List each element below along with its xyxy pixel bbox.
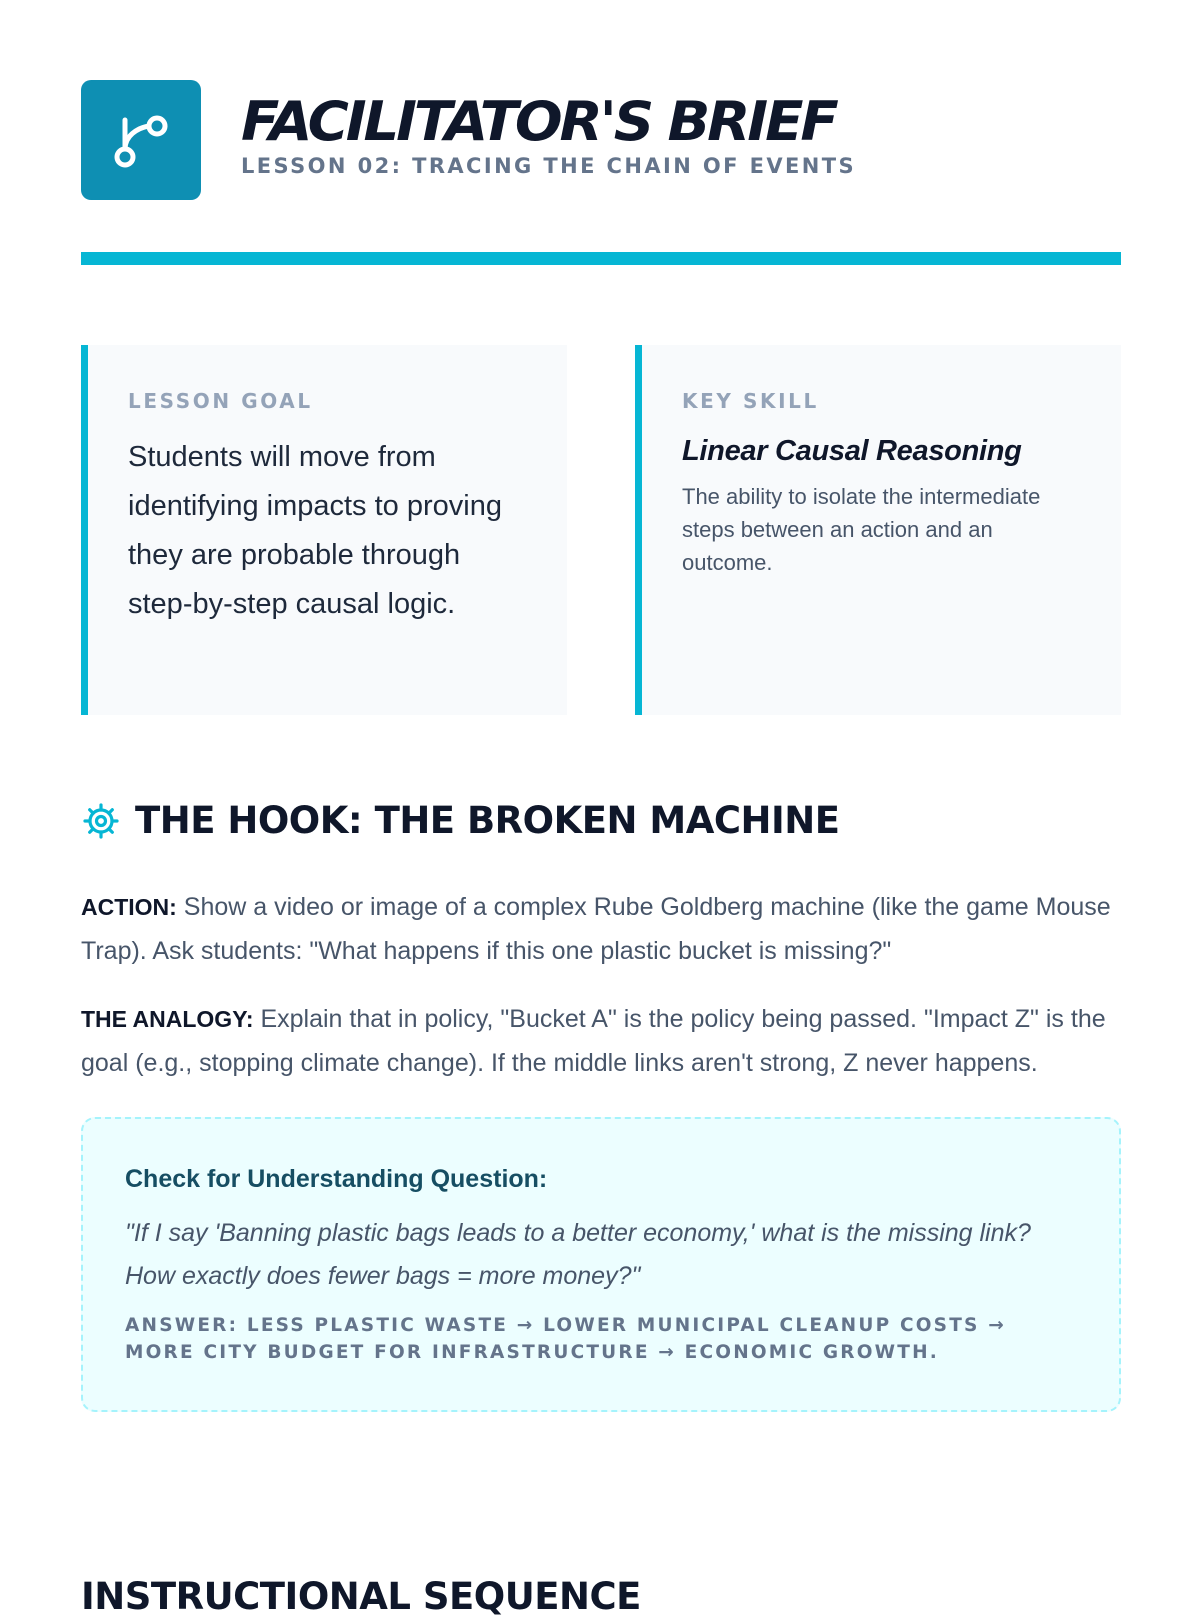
page-subtitle: LESSON 02: TRACING THE CHAIN OF EVENTS [241,154,856,178]
key-skill-label: KEY SKILL [682,389,819,413]
hook-title: THE HOOK: THE BROKEN MACHINE [135,799,840,842]
logo [81,80,201,200]
lesson-goal-card [81,345,567,715]
gear-icon [81,801,121,841]
key-skill-description: The ability to isolate the intermediate steps between an action and an outcome. [682,484,1041,575]
header [81,80,1121,200]
action-paragraph [81,886,1121,973]
action-text: Show a video or image of a complex Rube Goldberg machine (like the game Mouse Trap). Ask students: "What happens if this one plastic bucket is missing?" [81,893,1111,965]
action-label: ACTION: [81,894,177,920]
check-question: "If I say 'Banning plastic bags leads to a better economy,' what is the missing link? How exactly does fewer bags = more money?" [125,1219,1031,1290]
check-title: Check for Understanding Question: [125,1165,548,1193]
key-skill-name: Linear Causal Reasoning [682,435,1022,467]
analogy-label: THE ANALOGY: [81,1006,254,1032]
instructional-sequence-heading: INSTRUCTIONAL SEQUENCE [81,1575,641,1618]
page [81,80,1121,1412]
header-divider [81,252,1121,265]
check-answer: ANSWER: LESS PLASTIC WASTE → LOWER MUNICIPAL CLEANUP COSTS → MORE CITY BUDGET FOR INFRASTRUCTURE → ECONOMIC GROWTH. [125,1315,1006,1363]
hook-heading [81,799,1121,842]
lesson-goal-text: Students will move from identifying impacts to proving they are probable through step-by-step causal logic. [128,441,502,620]
analogy-paragraph [81,998,1121,1085]
key-skill-card [635,345,1121,715]
header-titles [241,90,856,178]
page-title: FACILITATOR'S BRIEF [241,90,836,153]
summary-cards [81,345,1121,715]
branch-icon [111,110,171,170]
check-for-understanding-callout [81,1117,1121,1412]
lesson-goal-label: LESSON GOAL [128,389,313,413]
analogy-text: Explain that in policy, "Bucket A" is the policy being passed. "Impact Z" is the goal (e.g., stopping climate change). If the middle links aren't strong, Z never happens. [81,1005,1106,1077]
